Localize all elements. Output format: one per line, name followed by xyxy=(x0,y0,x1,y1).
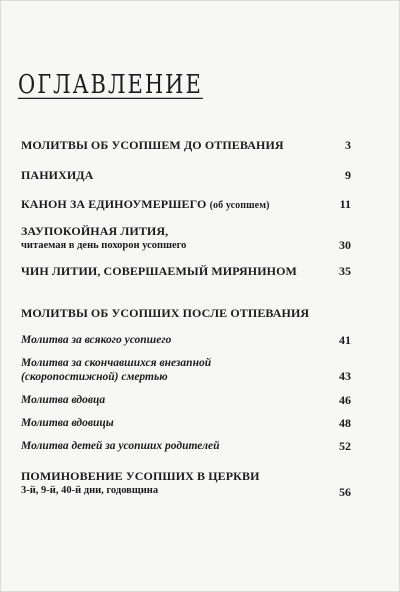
toc-page-number: 52 xyxy=(339,439,351,453)
toc-entry-title: МОЛИТВЫ ОБ УСОПШИХ ПОСЛЕ ОТПЕВАНИЯ xyxy=(21,306,310,320)
toc-page-number: 46 xyxy=(339,393,351,407)
toc-page-number: 56 xyxy=(339,485,351,499)
toc-entry-title-main: КАНОН ЗА ЕДИНОУМЕРШЕГО xyxy=(21,197,207,211)
toc-page-number: 43 xyxy=(339,369,351,383)
toc-entry-title: Молитва вдовицы xyxy=(21,417,114,429)
toc-entry xyxy=(21,138,351,153)
toc-entry xyxy=(21,416,351,430)
toc-page-number: 9 xyxy=(345,168,351,182)
toc-entry-subtitle: 3-й, 9-й, 40-й дни, годовщина xyxy=(21,485,159,496)
toc-entry xyxy=(21,439,351,453)
toc-entry-title: ПОМИНОВЕНИЕ УСОПШИХ В ЦЕРКВИ xyxy=(21,469,260,483)
toc-entry xyxy=(21,333,351,347)
toc-entry xyxy=(21,197,351,212)
toc-entry xyxy=(21,469,351,496)
toc-heading: ОГЛАВЛЕНИЕ xyxy=(18,69,203,99)
toc-entry xyxy=(21,264,351,279)
toc-entry-title: ПАНИХИДА xyxy=(21,168,94,182)
toc-entry xyxy=(21,224,351,251)
toc-entry xyxy=(21,393,351,407)
toc-entry xyxy=(21,356,351,384)
toc-entry-title: ЧИН ЛИТИИ, СОВЕРШАЕМЫЙ МИРЯНИНОМ xyxy=(21,264,297,278)
toc-section-heading xyxy=(21,306,351,321)
toc-page-number: 3 xyxy=(345,138,351,152)
toc-entry-title: Молитва за всякого усопшего xyxy=(21,334,172,346)
toc-page-number: 48 xyxy=(339,416,351,430)
toc-entry-title-line2: (скоропостижной) смертью xyxy=(21,371,168,383)
toc-page-number: 30 xyxy=(339,238,351,252)
toc-entry-note: (об усопшем) xyxy=(209,200,270,211)
toc-page-number: 35 xyxy=(339,264,351,278)
toc-entry-title: МОЛИТВЫ ОБ УСОПШЕМ ДО ОТПЕВАНИЯ xyxy=(21,138,284,152)
toc-page-number: 11 xyxy=(339,197,351,211)
toc-entry-subtitle: читаемая в день похорон усопшего xyxy=(21,240,187,251)
toc-entry-title: Молитва за скончавшихся внезапной xyxy=(21,357,212,369)
toc-entry-title: Молитва вдовца xyxy=(21,394,106,406)
toc-entry-title xyxy=(21,197,351,212)
toc-page-number: 41 xyxy=(339,333,351,347)
toc-entry-title: ЗАУПОКОЙНАЯ ЛИТИЯ, xyxy=(21,224,169,238)
toc-entry xyxy=(21,168,351,183)
toc-entry-title: Молитва детей за усопших родителей xyxy=(21,440,220,452)
